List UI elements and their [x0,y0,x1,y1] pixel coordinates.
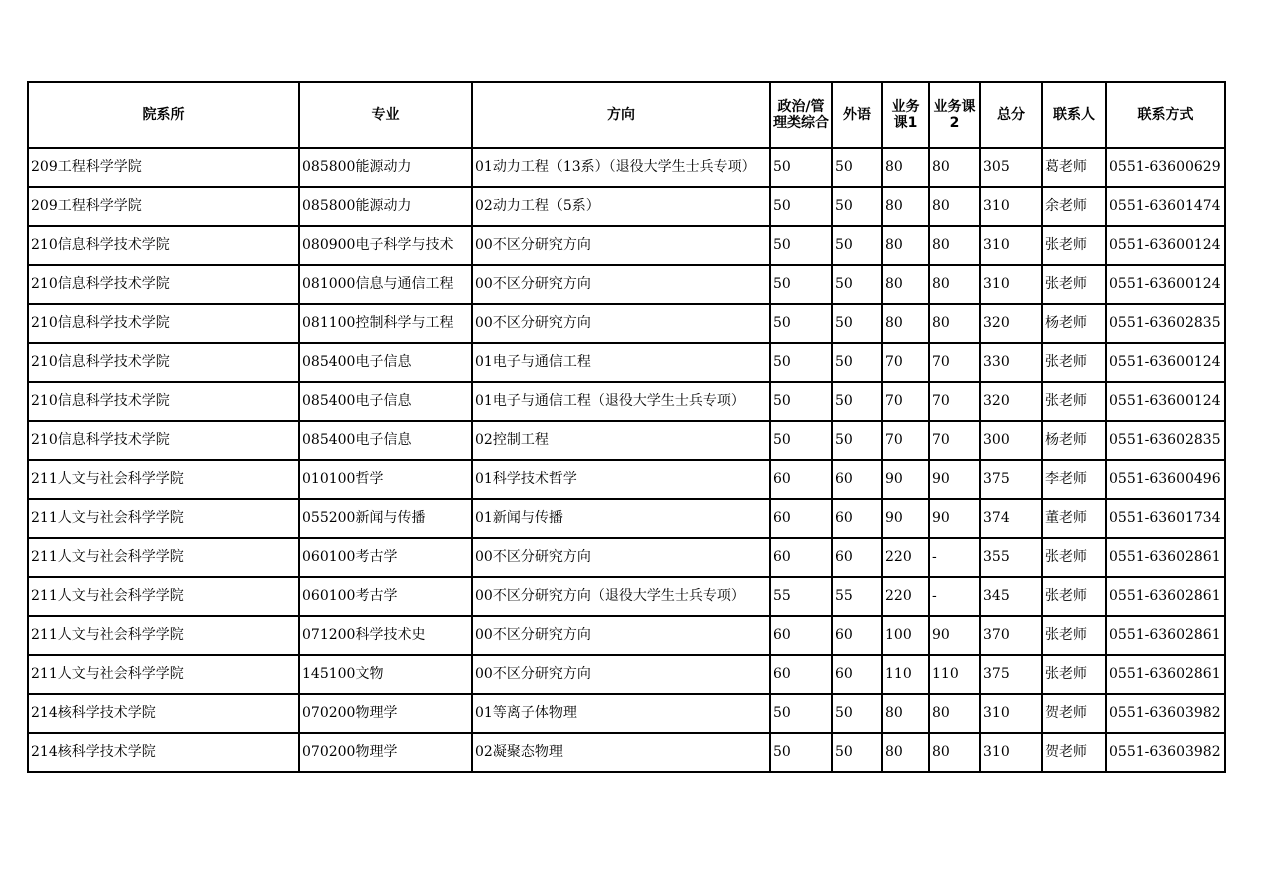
cell-direction: 01科学技术哲学 [472,460,770,499]
cell-foreign-language-score: 50 [832,226,882,265]
cell-department: 211人文与社会科学学院 [28,538,299,577]
cell-foreign-language-score: 50 [832,265,882,304]
cell-course-2-score: 70 [929,382,980,421]
cell-politics-score: 50 [770,304,832,343]
cell-contact-person: 张老师 [1042,382,1106,421]
cell-major: 081100控制科学与工程 [299,304,472,343]
cell-total-score: 310 [980,226,1042,265]
cell-direction: 02凝聚态物理 [472,733,770,772]
cell-contact-phone: 0551-63602861 [1106,616,1225,655]
cell-politics-score: 55 [770,577,832,616]
cell-department: 210信息科学技术学院 [28,382,299,421]
cell-total-score: 370 [980,616,1042,655]
table-row [28,694,1225,733]
cell-course-2-score: 90 [929,460,980,499]
cell-department: 209工程科学学院 [28,148,299,187]
header-course-2: 业务课2 [929,82,980,148]
cell-course-2-score: - [929,577,980,616]
cell-politics-score: 50 [770,148,832,187]
cell-foreign-language-score: 60 [832,460,882,499]
cell-politics-score: 50 [770,265,832,304]
cell-major: 085800能源动力 [299,187,472,226]
cell-course-1-score: 220 [882,538,929,577]
cell-department: 211人文与社会科学学院 [28,460,299,499]
cell-major: 070200物理学 [299,733,472,772]
header-direction: 方向 [472,82,770,148]
cell-politics-score: 60 [770,460,832,499]
cell-major: 085800能源动力 [299,148,472,187]
header-major: 专业 [299,82,472,148]
cell-total-score: 345 [980,577,1042,616]
cell-direction: 00不区分研究方向 [472,226,770,265]
cell-total-score: 320 [980,382,1042,421]
cell-foreign-language-score: 60 [832,538,882,577]
cell-total-score: 310 [980,694,1042,733]
header-contact-person: 联系人 [1042,82,1106,148]
cell-direction: 01新闻与传播 [472,499,770,538]
table-row [28,265,1225,304]
cell-total-score: 375 [980,655,1042,694]
cell-contact-person: 余老师 [1042,187,1106,226]
header-politics: 政治/管理类综合 [770,82,832,148]
cell-foreign-language-score: 60 [832,655,882,694]
cell-department: 211人文与社会科学学院 [28,655,299,694]
cell-politics-score: 60 [770,538,832,577]
cell-contact-phone: 0551-63600124 [1106,226,1225,265]
cell-politics-score: 60 [770,616,832,655]
cell-course-1-score: 90 [882,460,929,499]
cell-contact-phone: 0551-63600124 [1106,382,1225,421]
table-row [28,616,1225,655]
cell-major: 055200新闻与传播 [299,499,472,538]
cell-politics-score: 50 [770,694,832,733]
cell-politics-score: 50 [770,226,832,265]
score-table [27,81,1226,773]
cell-contact-person: 杨老师 [1042,304,1106,343]
cell-course-2-score: 80 [929,733,980,772]
cell-direction: 00不区分研究方向 [472,538,770,577]
table-row [28,499,1225,538]
header-foreign-language: 外语 [832,82,882,148]
cell-foreign-language-score: 55 [832,577,882,616]
cell-course-2-score: 80 [929,148,980,187]
cell-foreign-language-score: 50 [832,343,882,382]
cell-course-1-score: 80 [882,187,929,226]
cell-major: 145100文物 [299,655,472,694]
cell-department: 210信息科学技术学院 [28,226,299,265]
cell-direction: 01动力工程（13系）（退役大学生士兵专项） [472,148,770,187]
cell-foreign-language-score: 50 [832,421,882,460]
cell-contact-person: 张老师 [1042,616,1106,655]
cell-foreign-language-score: 50 [832,694,882,733]
cell-course-2-score: 90 [929,499,980,538]
cell-contact-phone: 0551-63600124 [1106,265,1225,304]
cell-direction: 00不区分研究方向 [472,265,770,304]
cell-department: 214核科学技术学院 [28,694,299,733]
cell-politics-score: 50 [770,733,832,772]
cell-contact-person: 张老师 [1042,655,1106,694]
cell-total-score: 305 [980,148,1042,187]
cell-department: 209工程科学学院 [28,187,299,226]
cell-contact-phone: 0551-63603982 [1106,733,1225,772]
header-department: 院系所 [28,82,299,148]
cell-total-score: 330 [980,343,1042,382]
cell-foreign-language-score: 50 [832,382,882,421]
cell-course-2-score: 110 [929,655,980,694]
cell-contact-phone: 0551-63602861 [1106,577,1225,616]
cell-major: 060100考古学 [299,538,472,577]
cell-politics-score: 60 [770,499,832,538]
cell-direction: 01电子与通信工程（退役大学生士兵专项） [472,382,770,421]
cell-major: 085400电子信息 [299,421,472,460]
table-row [28,577,1225,616]
cell-contact-phone: 0551-63602835 [1106,421,1225,460]
cell-course-1-score: 70 [882,382,929,421]
table-row [28,382,1225,421]
cell-politics-score: 50 [770,421,832,460]
cell-total-score: 375 [980,460,1042,499]
table-row [28,187,1225,226]
cell-total-score: 310 [980,733,1042,772]
cell-department: 210信息科学技术学院 [28,343,299,382]
table-row [28,343,1225,382]
cell-contact-phone: 0551-63600124 [1106,343,1225,382]
cell-course-2-score: 70 [929,421,980,460]
cell-department: 211人文与社会科学学院 [28,577,299,616]
cell-course-1-score: 80 [882,226,929,265]
cell-course-1-score: 70 [882,343,929,382]
cell-politics-score: 50 [770,187,832,226]
cell-direction: 01等离子体物理 [472,694,770,733]
table-row [28,733,1225,772]
cell-major: 085400电子信息 [299,382,472,421]
cell-course-1-score: 70 [882,421,929,460]
cell-contact-phone: 0551-63602861 [1106,538,1225,577]
table-row [28,304,1225,343]
cell-total-score: 310 [980,265,1042,304]
cell-foreign-language-score: 60 [832,616,882,655]
header-row [28,82,1225,148]
cell-politics-score: 50 [770,343,832,382]
cell-contact-person: 杨老师 [1042,421,1106,460]
cell-course-1-score: 90 [882,499,929,538]
header-total: 总分 [980,82,1042,148]
cell-contact-person: 张老师 [1042,265,1106,304]
cell-direction: 00不区分研究方向（退役大学生士兵专项） [472,577,770,616]
cell-course-1-score: 110 [882,655,929,694]
cell-major: 081000信息与通信工程 [299,265,472,304]
cell-politics-score: 60 [770,655,832,694]
cell-course-1-score: 100 [882,616,929,655]
cell-foreign-language-score: 50 [832,187,882,226]
cell-total-score: 374 [980,499,1042,538]
table-row [28,421,1225,460]
cell-course-2-score: - [929,538,980,577]
cell-course-1-score: 220 [882,577,929,616]
cell-contact-person: 张老师 [1042,343,1106,382]
cell-department: 210信息科学技术学院 [28,304,299,343]
cell-course-1-score: 80 [882,148,929,187]
cell-contact-phone: 0551-63600629 [1106,148,1225,187]
header-contact-phone: 联系方式 [1106,82,1225,148]
cell-direction: 01电子与通信工程 [472,343,770,382]
cell-contact-phone: 0551-63602861 [1106,655,1225,694]
table-row [28,226,1225,265]
cell-major: 010100哲学 [299,460,472,499]
cell-major: 071200科学技术史 [299,616,472,655]
cell-total-score: 320 [980,304,1042,343]
cell-direction: 02动力工程（5系） [472,187,770,226]
cell-contact-phone: 0551-63600496 [1106,460,1225,499]
cell-contact-person: 张老师 [1042,577,1106,616]
cell-major: 085400电子信息 [299,343,472,382]
cell-course-2-score: 70 [929,343,980,382]
cell-course-2-score: 80 [929,265,980,304]
cell-major: 070200物理学 [299,694,472,733]
cell-department: 211人文与社会科学学院 [28,616,299,655]
cell-course-2-score: 80 [929,187,980,226]
cell-department: 210信息科学技术学院 [28,265,299,304]
cell-foreign-language-score: 60 [832,499,882,538]
cell-contact-person: 张老师 [1042,226,1106,265]
cell-contact-person: 贺老师 [1042,694,1106,733]
cell-course-1-score: 80 [882,265,929,304]
table-row [28,460,1225,499]
cell-course-2-score: 80 [929,304,980,343]
cell-contact-phone: 0551-63601474 [1106,187,1225,226]
cell-course-1-score: 80 [882,304,929,343]
cell-politics-score: 50 [770,382,832,421]
cell-total-score: 355 [980,538,1042,577]
cell-direction: 00不区分研究方向 [472,655,770,694]
cell-contact-person: 李老师 [1042,460,1106,499]
cell-contact-person: 贺老师 [1042,733,1106,772]
cell-total-score: 310 [980,187,1042,226]
cell-contact-phone: 0551-63602835 [1106,304,1225,343]
cell-department: 210信息科学技术学院 [28,421,299,460]
cell-major: 080900电子科学与技术 [299,226,472,265]
cell-course-1-score: 80 [882,694,929,733]
cell-department: 211人文与社会科学学院 [28,499,299,538]
cell-course-1-score: 80 [882,733,929,772]
cell-course-2-score: 80 [929,694,980,733]
table-row [28,655,1225,694]
table-row [28,148,1225,187]
cell-contact-phone: 0551-63601734 [1106,499,1225,538]
cell-direction: 02控制工程 [472,421,770,460]
cell-contact-person: 张老师 [1042,538,1106,577]
cell-contact-person: 董老师 [1042,499,1106,538]
cell-direction: 00不区分研究方向 [472,304,770,343]
cell-course-2-score: 80 [929,226,980,265]
cell-contact-phone: 0551-63603982 [1106,694,1225,733]
cell-foreign-language-score: 50 [832,148,882,187]
table-row [28,538,1225,577]
cell-foreign-language-score: 50 [832,733,882,772]
header-course-1: 业务课1 [882,82,929,148]
cell-foreign-language-score: 50 [832,304,882,343]
cell-total-score: 300 [980,421,1042,460]
cell-course-2-score: 90 [929,616,980,655]
cell-direction: 00不区分研究方向 [472,616,770,655]
cell-contact-person: 葛老师 [1042,148,1106,187]
cell-major: 060100考古学 [299,577,472,616]
cell-department: 214核科学技术学院 [28,733,299,772]
